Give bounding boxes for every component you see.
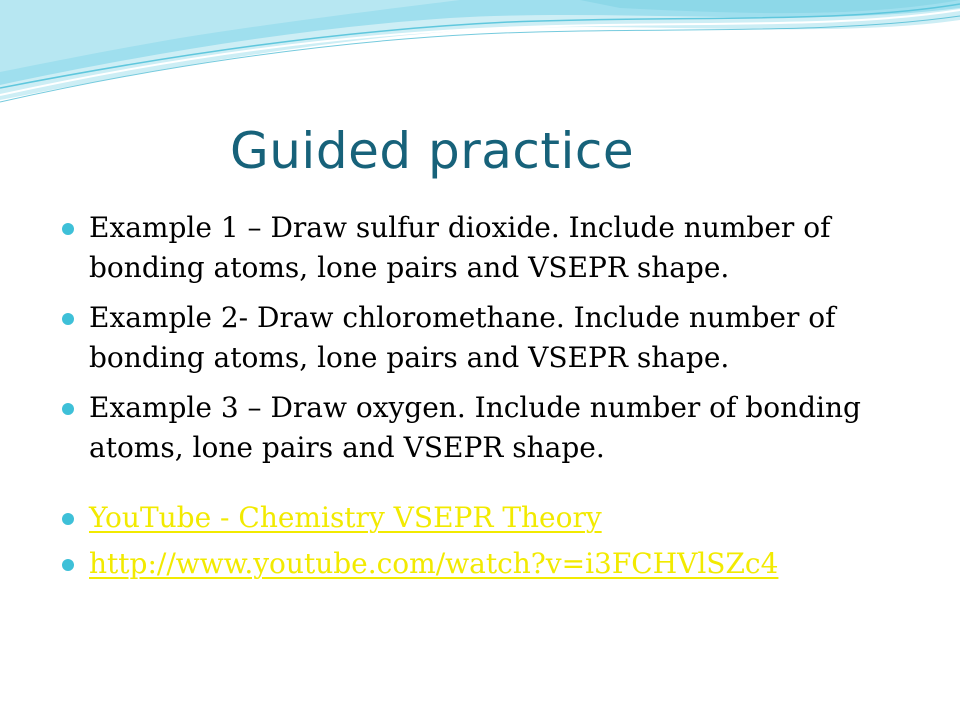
header-wave-decoration — [0, 0, 960, 110]
bullet-dot-icon — [62, 513, 74, 525]
bullet-text: Example 3 – Draw oxygen. Include number of bonding atoms, lone pairs and VSEPR shape. — [89, 391, 861, 464]
bullet-dot-icon — [62, 313, 74, 325]
bullet-dot-icon — [62, 403, 74, 415]
bullet-text: Example 2- Draw chloromethane. Include number of bonding atoms, lone pairs and VSEPR shape. — [89, 301, 836, 374]
list-item — [62, 544, 922, 584]
youtube-url-link[interactable]: http://www.youtube.com/watch?v=i3FCHVlSZc4 — [89, 547, 779, 580]
youtube-link[interactable]: YouTube - Chemistry VSEPR Theory — [89, 501, 602, 534]
slide-title: Guided practice — [230, 122, 635, 180]
list-item — [62, 298, 922, 378]
bullet-dot-icon — [62, 223, 74, 235]
bullet-dot-icon — [62, 559, 74, 571]
list-item — [62, 498, 922, 538]
list-item — [62, 208, 922, 288]
bullet-list — [62, 208, 922, 590]
bullet-text: Example 1 – Draw sulfur dioxide. Include number of bonding atoms, lone pairs and VSEPR shape. — [89, 211, 831, 284]
list-item — [62, 388, 922, 468]
